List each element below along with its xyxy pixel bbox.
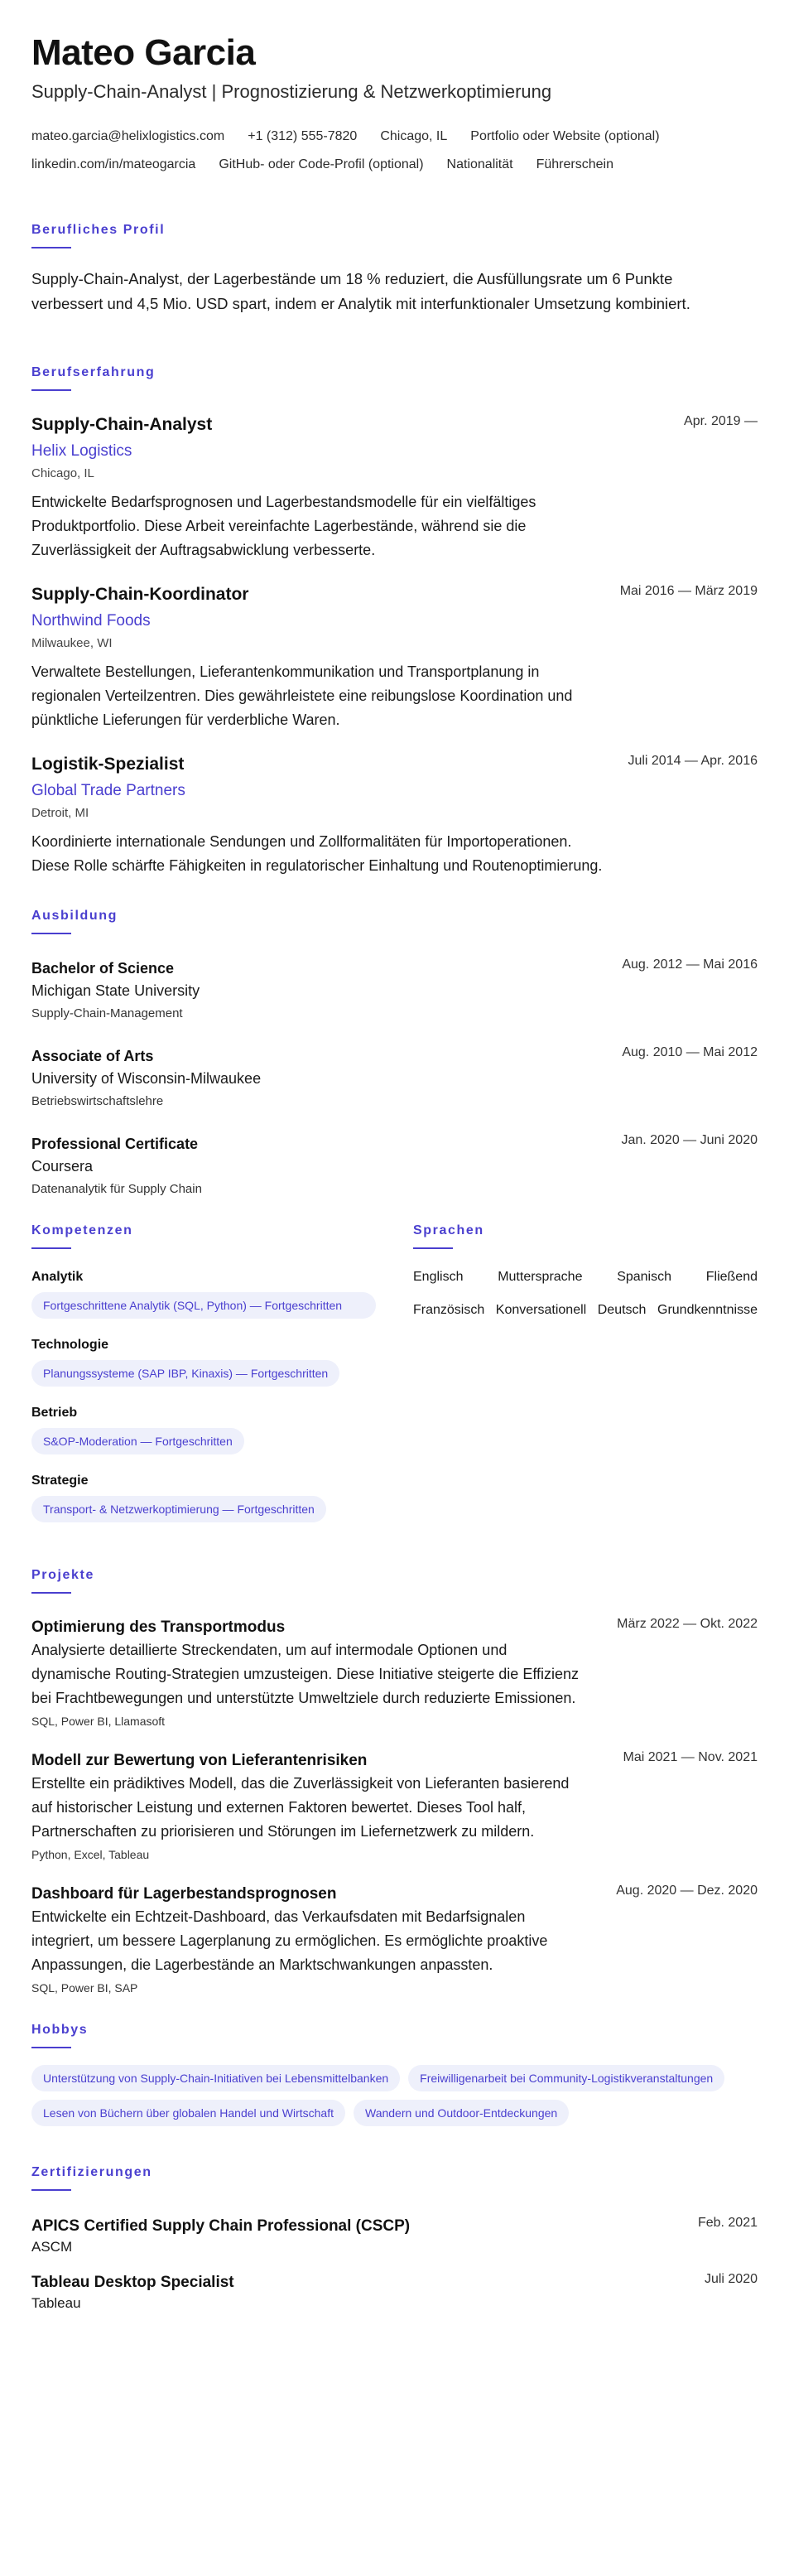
profile-section — [31, 220, 758, 316]
project-entry — [31, 1617, 758, 1730]
project-title: Optimierung des Transportmodus — [31, 1618, 286, 1636]
skill-tag: S&OP-Moderation — Fortgeschritten — [31, 1428, 244, 1454]
job-entry — [31, 582, 758, 732]
section-divider — [31, 2189, 71, 2191]
section-title: Kompetenzen — [31, 1223, 133, 1237]
hobby-tag: Freiwilligenarbeit bei Community-Logistikveranstaltungen — [408, 2065, 724, 2091]
candidate-headline: Supply-Chain-Analyst | Prognostizierung & Netzwerkoptimierung — [31, 81, 552, 102]
project-description: Analysierte detaillierte Streckendaten, um auf intermodale Optionen und dynamische Routing-Strategien umzusteigen. Diese Initiative steigerte die Effizienz bei Frachtbewegungen und unterstützte Umweltziele durch reduzierte Emissionen. — [31, 1642, 580, 1706]
education-entry — [31, 958, 758, 1024]
language-row — [413, 1300, 758, 1320]
skill-group — [31, 1471, 376, 1522]
certification-entry — [31, 2272, 758, 2313]
section-divider — [31, 933, 71, 934]
edu-date: Aug. 2012 — Mai 2016 — [622, 958, 758, 972]
edu-degree: Professional Certificate — [31, 1136, 199, 1152]
project-date: Mai 2021 — Nov. 2021 — [623, 1750, 758, 1764]
edu-date: Aug. 2010 — Mai 2012 — [622, 1045, 758, 1059]
cert-date: Juli 2020 — [704, 2272, 758, 2286]
contact-drivers-license: Führerschein — [536, 157, 613, 171]
skill-group — [31, 1267, 376, 1319]
language-name: Französisch — [413, 1303, 485, 1317]
language-level: Konversationell — [495, 1303, 587, 1317]
project-title: Modell zur Bewertung von Lieferantenrisiken — [31, 1752, 368, 1769]
language-level: Grundkenntnisse — [657, 1303, 758, 1317]
contact-email[interactable]: mateo.garcia@helixlogistics.com — [31, 129, 225, 143]
job-title: Supply-Chain-Koordinator — [31, 585, 249, 604]
edu-school: University of Wisconsin-Milwaukee — [31, 1070, 262, 1087]
cert-name: APICS Certified Supply Chain Professional (CSCP) — [31, 2217, 411, 2235]
section-title: Sprachen — [413, 1223, 484, 1237]
language-level: Fließend — [705, 1270, 758, 1284]
project-description: Erstellte ein prädiktives Modell, das die Zuverlässigkeit von Lieferanten basierend auf historischer Leistung und externen Faktoren bewertet. Dieses Tool half, Partnerschaften zu priorisieren und Störungen im Liefernetzwerk zu mildern. — [31, 1775, 570, 1840]
job-date: Juli 2014 — Apr. 2016 — [628, 754, 758, 768]
hobbies-section — [31, 2020, 758, 2126]
edu-field: Supply-Chain-Management — [31, 1006, 183, 1020]
resume-header — [31, 31, 758, 179]
project-tools: SQL, Power BI, Llamasoft — [31, 1715, 166, 1728]
certifications-section — [31, 2163, 758, 2313]
education-section — [31, 906, 758, 1199]
contact-location: Chicago, IL — [380, 129, 448, 143]
hobby-tag: Wandern und Outdoor-Entdeckungen — [354, 2100, 569, 2126]
edu-field: Datenanalytik für Supply Chain — [31, 1182, 202, 1196]
project-title: Dashboard für Lagerbestandsprognosen — [31, 1885, 337, 1903]
section-title: Hobbys — [31, 2023, 89, 2037]
project-entry — [31, 1884, 758, 1997]
experience-section — [31, 363, 758, 878]
project-date: Aug. 2020 — Dez. 2020 — [616, 1884, 758, 1898]
edu-degree: Bachelor of Science — [31, 960, 175, 977]
section-divider — [31, 389, 71, 391]
project-entry — [31, 1750, 758, 1864]
education-entry — [31, 1133, 758, 1199]
projects-section — [31, 1565, 758, 1997]
certification-entry — [31, 2216, 758, 2257]
edu-school: Coursera — [31, 1158, 94, 1175]
job-description: Entwickelte Bedarfsprognosen und Lagerbestandsmodelle für ein vielfältiges Produktportfolio. Diese Arbeit vereinfachte Lagerbestände, während sie die Zuverlässigkeit der Auftragsabwicklung verbesserte. — [31, 494, 536, 558]
cert-issuer: ASCM — [31, 2239, 73, 2255]
hobby-tag: Lesen von Büchern über globalen Handel und Wirtschaft — [31, 2100, 345, 2126]
contact-list — [31, 123, 743, 179]
skill-category: Strategie — [31, 1474, 89, 1488]
language-name: Deutsch — [597, 1303, 647, 1317]
section-title: Berufserfahrung — [31, 365, 156, 379]
skill-category: Betrieb — [31, 1406, 78, 1420]
hobby-list — [31, 2065, 760, 2126]
edu-school: Michigan State University — [31, 982, 200, 999]
job-location: Chicago, IL — [31, 466, 94, 480]
language-row — [413, 1267, 758, 1287]
section-divider — [31, 1592, 71, 1594]
job-date: Mai 2016 — März 2019 — [619, 584, 758, 598]
job-description: Verwaltete Bestellungen, Lieferantenkommunikation und Transportplanung in regionalen Verteilzentren. Dies gewährleistete eine reibungslose Koordination und pünktliche Lieferungen für verderbliche Waren. — [31, 663, 573, 728]
edu-field: Betriebswirtschaftslehre — [31, 1094, 164, 1108]
skill-category: Analytik — [31, 1270, 84, 1284]
section-divider — [31, 247, 71, 248]
section-title: Zertifizierungen — [31, 2165, 152, 2179]
job-description: Koordinierte internationale Sendungen und Zollformalitäten für Importoperationen. Diese Rolle schärfte Fähigkeiten in regulatorischer Einhaltung und Routenoptimierung. — [31, 833, 603, 874]
candidate-name: Mateo Garcia — [31, 32, 256, 73]
job-location: Milwaukee, WI — [31, 636, 113, 650]
cert-issuer: Tableau — [31, 2295, 81, 2311]
section-title: Ausbildung — [31, 909, 118, 923]
cert-name: Tableau Desktop Specialist — [31, 2274, 234, 2291]
cert-date: Feb. 2021 — [697, 2216, 758, 2230]
project-date: März 2022 — Okt. 2022 — [617, 1617, 758, 1631]
section-title: Projekte — [31, 1568, 94, 1582]
section-title: Berufliches Profil — [31, 223, 166, 237]
job-company: Helix Logistics — [31, 442, 132, 460]
job-company: Global Trade Partners — [31, 782, 185, 799]
contact-phone[interactable]: +1 (312) 555-7820 — [248, 129, 358, 143]
skill-category: Technologie — [31, 1338, 109, 1352]
skill-tag: Planungssysteme (SAP IBP, Kinaxis) — Fortgeschritten — [31, 1360, 339, 1387]
section-divider — [31, 2047, 71, 2048]
hobby-tag: Unterstützung von Supply-Chain-Initiativen bei Lebensmittelbanken — [31, 2065, 400, 2091]
contact-github[interactable]: GitHub- oder Code-Profil (optional) — [219, 157, 424, 171]
project-description: Entwickelte ein Echtzeit-Dashboard, das Verkaufsdaten mit Bedarfsignalen integriert, um bessere Lagerplanung zu ermöglichen. Es ermöglichte proaktive Anpassungen, die Lagerbestände an Marktschwankungen anpassten. — [31, 1908, 548, 1973]
contact-portfolio[interactable]: Portfolio oder Website (optional) — [470, 129, 660, 143]
education-entry — [31, 1045, 758, 1112]
skills-languages-row — [31, 1221, 758, 1539]
skill-group — [31, 1403, 376, 1454]
section-divider — [31, 1247, 71, 1249]
job-entry — [31, 752, 758, 878]
project-tools: Python, Excel, Tableau — [31, 1848, 150, 1861]
languages-section — [413, 1221, 758, 1539]
edu-date: Jan. 2020 — Juni 2020 — [621, 1133, 758, 1147]
contact-linkedin[interactable]: linkedin.com/in/mateogarcia — [31, 157, 196, 171]
language-level: Muttersprache — [498, 1270, 583, 1284]
edu-degree: Associate of Arts — [31, 1048, 154, 1064]
job-date: Apr. 2019 — — [684, 414, 758, 428]
job-title: Supply-Chain-Analyst — [31, 415, 213, 434]
skill-group — [31, 1335, 376, 1387]
project-tools: SQL, Power BI, SAP — [31, 1981, 138, 1995]
language-name: Spanisch — [617, 1270, 672, 1284]
language-name: Englisch — [413, 1270, 464, 1284]
job-company: Northwind Foods — [31, 612, 151, 630]
job-location: Detroit, MI — [31, 806, 89, 820]
skill-tag: Fortgeschrittene Analytik (SQL, Python) — Fortgeschritten — [31, 1292, 376, 1319]
job-title: Logistik-Spezialist — [31, 755, 185, 774]
skill-tag: Transport- & Netzwerkoptimierung — Fortgeschritten — [31, 1496, 326, 1522]
profile-summary: Supply-Chain-Analyst, der Lagerbestände um 18 % reduziert, die Ausfüllungsrate um 6 Punkte verbessert und 4,5 Mio. USD spart, indem er Analytik mit interfunktionaler Umsetzung kombiniert. — [31, 270, 690, 312]
contact-nationality: Nationalität — [446, 157, 513, 171]
section-divider — [413, 1247, 453, 1249]
skills-section — [31, 1221, 376, 1539]
job-entry — [31, 412, 758, 562]
